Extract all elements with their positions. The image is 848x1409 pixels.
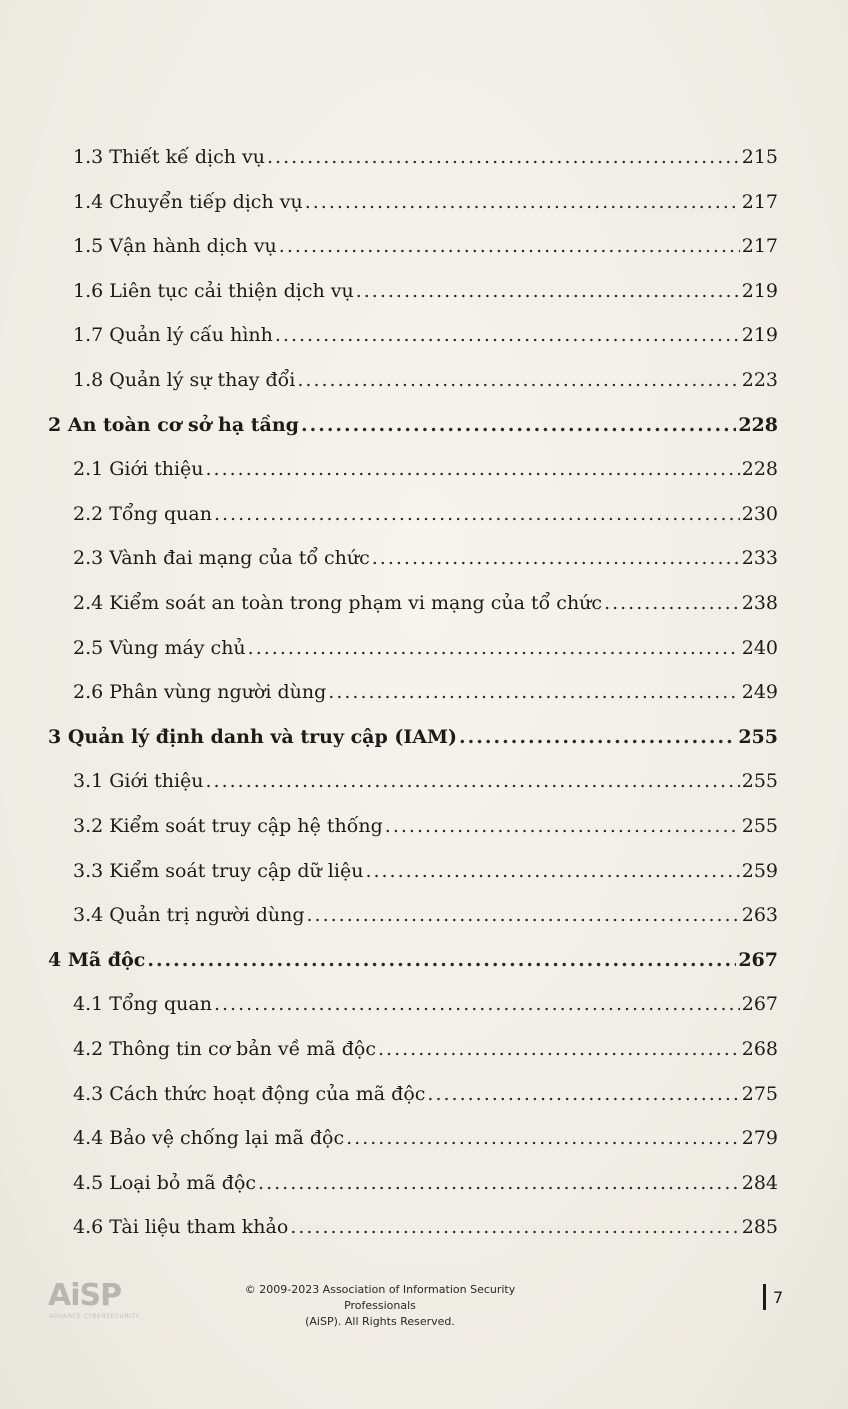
toc-entry-title: 4.4 Bảo vệ chống lại mã độc	[73, 1127, 345, 1150]
toc-dot-leader	[459, 715, 736, 759]
copyright-line-2: (AiSP). All Rights Reserved.	[305, 1315, 455, 1328]
toc-entry-title: 2.5 Vùng máy chủ	[73, 636, 246, 659]
toc-dot-leader	[279, 224, 740, 268]
toc-entry-title: 1.8 Quản lý sự thay đổi	[73, 369, 296, 391]
toc-entry-title: 2.2 Tổng quan	[73, 502, 212, 525]
toc-section-entry	[0, 313, 848, 357]
toc-entry-page: 255	[741, 815, 778, 837]
toc-dot-leader	[147, 938, 736, 982]
toc-section-entry	[0, 1116, 848, 1160]
toc-dot-leader	[214, 982, 740, 1026]
copyright-notice	[210, 1282, 550, 1330]
toc-entry-title: 1.5 Vận hành dịch vụ	[73, 235, 277, 258]
toc-entry-page: 255	[738, 725, 778, 748]
toc-entry-title: 1.7 Quản lý cấu hình	[73, 324, 273, 347]
toc-dot-leader	[307, 893, 740, 937]
toc-entry-title: 3 Quản lý định danh và truy cập (IAM)	[48, 725, 458, 748]
toc-dot-leader	[297, 358, 739, 402]
toc-dot-leader	[206, 447, 740, 491]
toc-dot-leader	[328, 670, 739, 714]
toc-entry-title: 3.2 Kiểm soát truy cập hệ thống	[73, 815, 383, 837]
toc-dot-leader	[301, 403, 736, 447]
toc-dot-leader	[372, 536, 740, 580]
toc-entry-page: 267	[741, 993, 778, 1016]
toc-section-entry	[0, 135, 848, 179]
toc-entry-page: 255	[741, 770, 778, 793]
copyright-line-1: © 2009-2023 Association of Information Security Professionals	[244, 1283, 516, 1312]
aisp-logo: AiSP	[48, 1278, 122, 1313]
toc-section-entry	[0, 492, 848, 536]
toc-dot-leader	[275, 313, 740, 357]
toc-dot-leader	[214, 492, 740, 536]
toc-section-entry	[0, 849, 848, 893]
toc-entry-title: 2.4 Kiểm soát an toàn trong phạm vi mạng của tổ chức	[73, 592, 603, 614]
toc-dot-leader	[385, 804, 740, 848]
toc-entry-page: 217	[741, 190, 778, 213]
toc-section-entry	[0, 759, 848, 803]
toc-dot-leader	[248, 626, 740, 670]
toc-section-entry	[0, 581, 848, 625]
toc-section-entry	[0, 536, 848, 580]
toc-entry-title: 4 Mã độc	[48, 948, 146, 971]
toc-entry-title: 1.6 Liên tục cải thiện dịch vụ	[73, 279, 354, 302]
toc-section-entry	[0, 447, 848, 491]
toc-entry-page: 249	[741, 681, 778, 704]
toc-dot-leader	[290, 1205, 739, 1249]
toc-section-entry	[0, 180, 848, 224]
toc-entry-title: 3.3 Kiểm soát truy cập dữ liệu	[73, 859, 364, 882]
toc-dot-leader	[378, 1027, 740, 1071]
toc-entry-page: 268	[741, 1038, 778, 1060]
toc-chapter-entry	[0, 715, 848, 759]
toc-entry-page: 267	[738, 948, 778, 971]
toc-entry-page: 219	[741, 279, 778, 302]
toc-entry-title: 2 An toàn cơ sở hạ tầng	[48, 413, 299, 436]
toc-entry-page: 219	[741, 324, 778, 347]
toc-entry-title: 1.4 Chuyển tiếp dịch vụ	[73, 190, 303, 213]
toc-section-entry	[0, 893, 848, 937]
toc-dot-leader	[604, 581, 740, 625]
toc-dot-leader	[267, 135, 740, 179]
toc-entry-page: 233	[741, 547, 778, 570]
toc-dot-leader	[305, 180, 740, 224]
toc-entry-page: 285	[741, 1216, 778, 1239]
toc-dot-leader	[206, 759, 740, 803]
toc-entry-title: 2.1 Giới thiệu	[73, 458, 204, 481]
toc-section-entry	[0, 982, 848, 1026]
toc-entry-title: 2.3 Vành đai mạng của tổ chức	[73, 547, 370, 570]
toc-section-entry	[0, 670, 848, 714]
toc-section-entry	[0, 269, 848, 313]
toc-entry-title: 1.3 Thiết kế dịch vụ	[73, 146, 265, 168]
toc-entry-page: 240	[741, 636, 778, 659]
toc-entry-title: 4.1 Tổng quan	[73, 993, 212, 1016]
toc-dot-leader	[427, 1072, 739, 1116]
toc-entry-page: 259	[741, 859, 778, 882]
toc-entry-page: 279	[741, 1127, 778, 1150]
toc-entry-title: 4.6 Tài liệu tham khảo	[73, 1216, 289, 1239]
toc-entry-page: 223	[741, 369, 778, 391]
toc-dot-leader	[346, 1116, 740, 1160]
toc-chapter-entry	[0, 938, 848, 982]
toc-section-entry	[0, 1027, 848, 1071]
toc-entry-title: 4.3 Cách thức hoạt động của mã độc	[73, 1082, 426, 1105]
toc-entry-title: 3.4 Quản trị người dùng	[73, 904, 305, 927]
toc-section-entry	[0, 224, 848, 268]
page-number: 7	[773, 1288, 784, 1307]
toc-chapter-entry	[0, 403, 848, 447]
aisp-logo-tagline: ADVANCE CYBERSECURITY	[49, 1313, 140, 1320]
toc-entry-page: 238	[741, 592, 778, 614]
toc-section-entry	[0, 1205, 848, 1249]
toc-entry-page: 284	[741, 1171, 778, 1194]
page-number-divider	[763, 1284, 766, 1310]
toc-entry-page: 275	[741, 1082, 778, 1105]
toc-section-entry	[0, 1161, 848, 1205]
toc-entry-title: 3.1 Giới thiệu	[73, 770, 204, 793]
toc-dot-leader	[365, 849, 739, 893]
toc-dot-leader	[356, 269, 740, 313]
toc-dot-leader	[258, 1161, 740, 1205]
toc-entry-title: 4.2 Thông tin cơ bản về mã độc	[73, 1038, 377, 1060]
toc-entry-page: 228	[741, 458, 778, 481]
toc-section-entry	[0, 626, 848, 670]
toc-entry-page: 230	[741, 502, 778, 525]
toc-entry-page: 228	[738, 413, 778, 436]
toc-entry-title: 4.5 Loại bỏ mã độc	[73, 1171, 257, 1194]
toc-section-entry	[0, 804, 848, 848]
toc-entry-title: 2.6 Phân vùng người dùng	[73, 681, 327, 704]
toc-section-entry	[0, 358, 848, 402]
toc-entry-page: 215	[741, 146, 778, 168]
toc-entry-page: 217	[741, 235, 778, 258]
page-footer	[0, 1278, 848, 1338]
toc-section-entry	[0, 1072, 848, 1116]
toc-entry-page: 263	[741, 904, 778, 927]
